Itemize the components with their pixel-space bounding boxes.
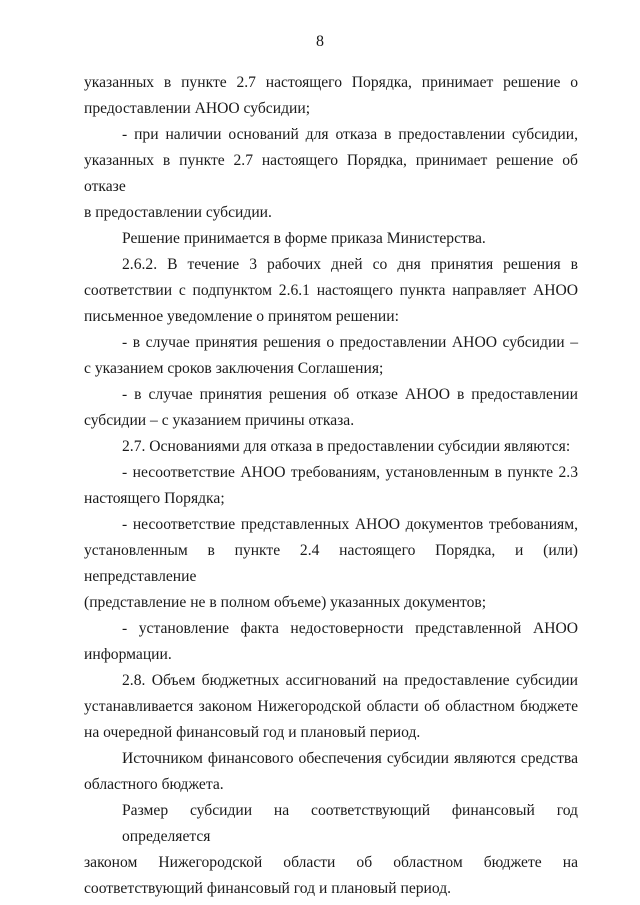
paragraph-line: субсидии – с указанием причины отказа. [84, 412, 355, 429]
paragraph-2 [84, 122, 578, 226]
paragraph-line: - в случае принятия решения об отказе АНОО в предоставлении [122, 386, 578, 403]
paragraph-line: установленным в пункте 2.4 настоящего Порядка, и (или) непредставление [84, 542, 578, 585]
paragraph-line: - несоответствие АНОО требованиям, установленным в пункте 2.3 [122, 464, 578, 481]
paragraph-13 [84, 798, 578, 902]
paragraph-line: - несоответствие представленных АНОО документов требованиям, [122, 516, 578, 533]
paragraph-line: Размер субсидии на соответствующий финансовый год определяется [122, 802, 578, 845]
paragraph-5 [84, 330, 578, 382]
paragraph-line: 2.6.2. В течение 3 рабочих дней со дня принятия решения в [122, 256, 578, 273]
paragraph-line: 2.8. Объем бюджетных ассигнований на предоставление субсидии [122, 672, 578, 689]
paragraph-line: указанных в пункте 2.7 настоящего Порядка, принимает решение об отказе [84, 152, 578, 195]
paragraph-line: законом Нижегородской области об областном бюджете на [84, 854, 578, 871]
paragraph-12 [84, 746, 578, 798]
paragraph-line: Источником финансового обеспечения субсидии являются средства [122, 750, 578, 767]
paragraph-line: с указанием сроков заключения Соглашения; [84, 360, 384, 377]
paragraph-8 [84, 460, 578, 512]
paragraph-7 [84, 434, 578, 460]
paragraph-4 [84, 252, 578, 330]
paragraph-line: Решение принимается в форме приказа Министерства. [122, 230, 486, 247]
paragraph-9 [84, 512, 578, 616]
paragraph-line: указанных в пункте 2.7 настоящего Порядка, принимает решение о [84, 74, 578, 91]
page-number: 8 [316, 33, 324, 50]
paragraph-6 [84, 382, 578, 434]
paragraph-line: устанавливается законом Нижегородской области об областном бюджете [84, 698, 578, 715]
paragraph-line: настоящего Порядка; [84, 490, 225, 507]
paragraph-11 [84, 668, 578, 746]
paragraph-line: (представление не в полном объеме) указанных документов; [84, 594, 487, 611]
paragraph-3 [84, 226, 578, 252]
paragraph-line: соответствии с подпунктом 2.6.1 настоящего пункта направляет АНОО [84, 282, 578, 299]
document-body [84, 70, 578, 902]
paragraph-line: на очередной финансовый год и плановый период. [84, 724, 421, 741]
paragraph-line: - при наличии оснований для отказа в предоставлении субсидии, [122, 126, 578, 143]
paragraph-line: - установление факта недостоверности представленной АНОО [122, 620, 578, 637]
paragraph-10 [84, 616, 578, 668]
paragraph-line: областного бюджета. [84, 776, 224, 793]
paragraph-1 [84, 70, 578, 122]
paragraph-line: 2.7. Основаниями для отказа в предоставлении субсидии являются: [122, 438, 571, 455]
paragraph-line: письменное уведомление о принятом решении: [84, 308, 399, 325]
paragraph-line: соответствующий финансовый год и плановый период. [84, 880, 452, 897]
paragraph-line: предоставлении АНОО субсидии; [84, 100, 311, 117]
paragraph-line: - в случае принятия решения о предоставлении АНОО субсидии – [122, 334, 578, 351]
paragraph-line: информации. [84, 646, 172, 663]
paragraph-line: в предоставлении субсидии. [84, 204, 272, 221]
